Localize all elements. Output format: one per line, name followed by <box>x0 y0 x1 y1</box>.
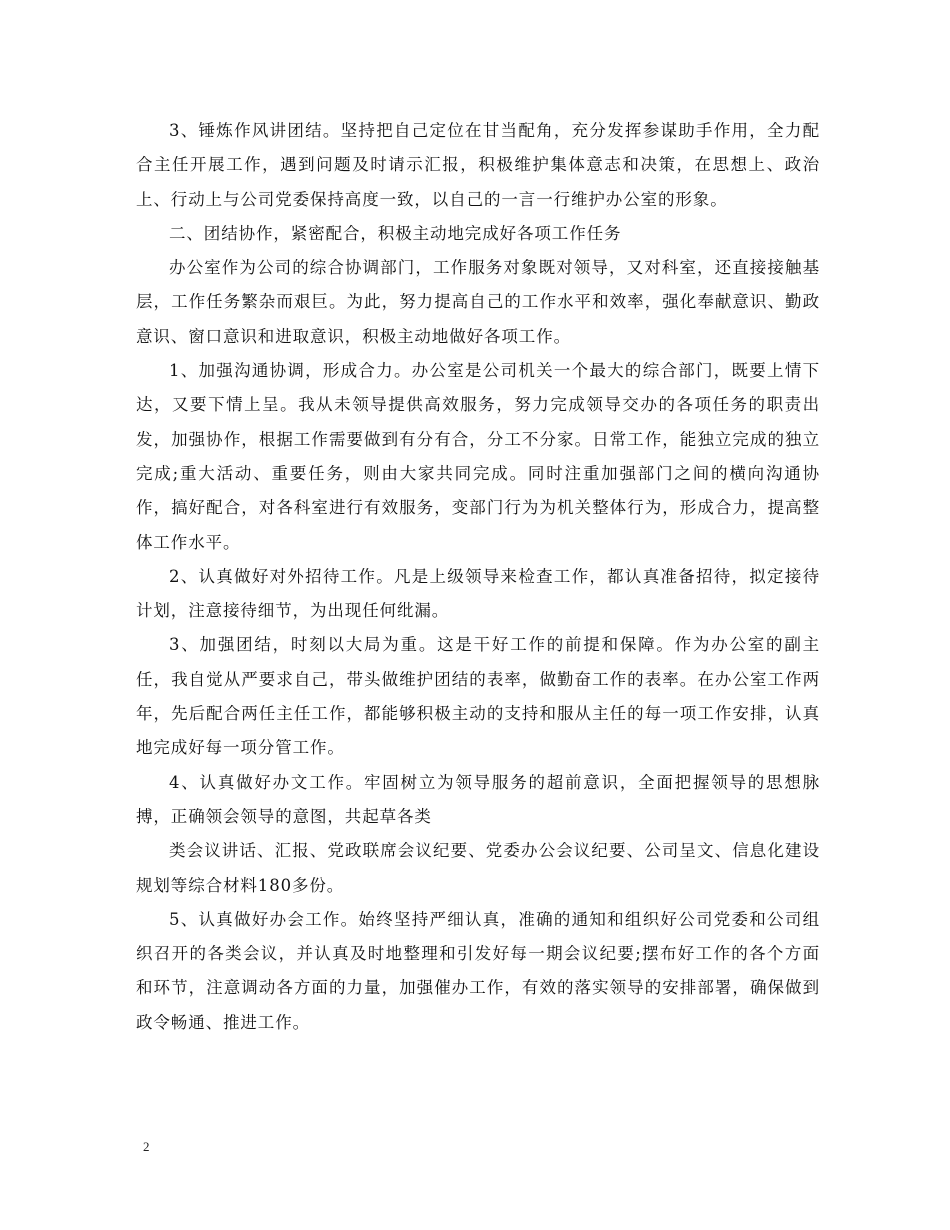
paragraph-4: 2、认真做好对外招待工作。凡是上级领导来检查工作，都认真准备招待，拟定接待计划，注意接待细节，为出现任何纰漏。 <box>136 566 820 621</box>
section-heading: 二、团结协作，紧密配合，积极主动地完成好各项工作任务 <box>169 223 622 243</box>
paragraph-2: 办公室作为公司的综合协调部门，工作服务对象既对领导，又对科室，还直接接触基层，工作任务繁杂而艰巨。为此，努力提高自己的工作水平和效率，强化奉献意识、勤政意识、窗口意识和进取意识，积极主动地做好各项工作。 <box>136 258 820 346</box>
document-body <box>136 114 820 1040</box>
paragraph-3: 1、加强沟通协调，形成合力。办公室是公司机关一个最大的综合部门，既要上情下达，又要下情上呈。我从未领导提供高效服务，努力完成领导交办的各项任务的职责出发，加强协作，根据工作需要做到有分有合，分工不分家。日常工作，能独立完成的独立完成;重大活动、重要任务，则由大家共同完成。同时注重加强部门之间的横向沟通协作，搞好配合，对各科室进行有效服务，变部门行为为机关整体行为，形成合力，提高整体工作水平。 <box>136 361 820 552</box>
paragraph-8: 5、认真做好办会工作。始终坚持严细认真，准确的通知和组织好公司党委和公司组织召开的各类会议，并认真及时地整理和引发好每一期会议纪要;摆布好工作的各个方面和环节，注意调动各方面的力量，加强催办工作，有效的落实领导的安排部署，确保做到政令畅通、推进工作。 <box>136 909 820 1032</box>
page-number: 2 <box>143 1139 150 1154</box>
paragraph-7: 类会议讲话、汇报、党政联席会议纪要、党委办公会议纪要、公司呈文、信息化建设规划等综合材料180多份。 <box>136 841 820 895</box>
paragraph-1: 3、锤炼作风讲团结。坚持把自己定位在甘当配角，充分发挥参谋助手作用，全力配合主任开展工作，遇到问题及时请示汇报，积极维护集体意志和决策，在思想上、政治上、行动上与公司党委保持高度一致，以自己的一言一行维护办公室的形象。 <box>136 121 820 209</box>
paragraph-6: 4、认真做好办文工作。牢固树立为领导服务的超前意识，全面把握领导的思想脉搏，正确领会领导的意图，共起草各类 <box>136 772 820 826</box>
paragraph-5: 3、加强团结，时刻以大局为重。这是干好工作的前提和保障。作为办公室的副主任，我自觉从严要求自己，带头做维护团结的表率，做勤奋工作的表率。在办公室工作两年，先后配合两任主任工作，都能够积极主动的支持和服从主任的每一项工作安排，认真地完成好每一项分管工作。 <box>136 635 820 758</box>
